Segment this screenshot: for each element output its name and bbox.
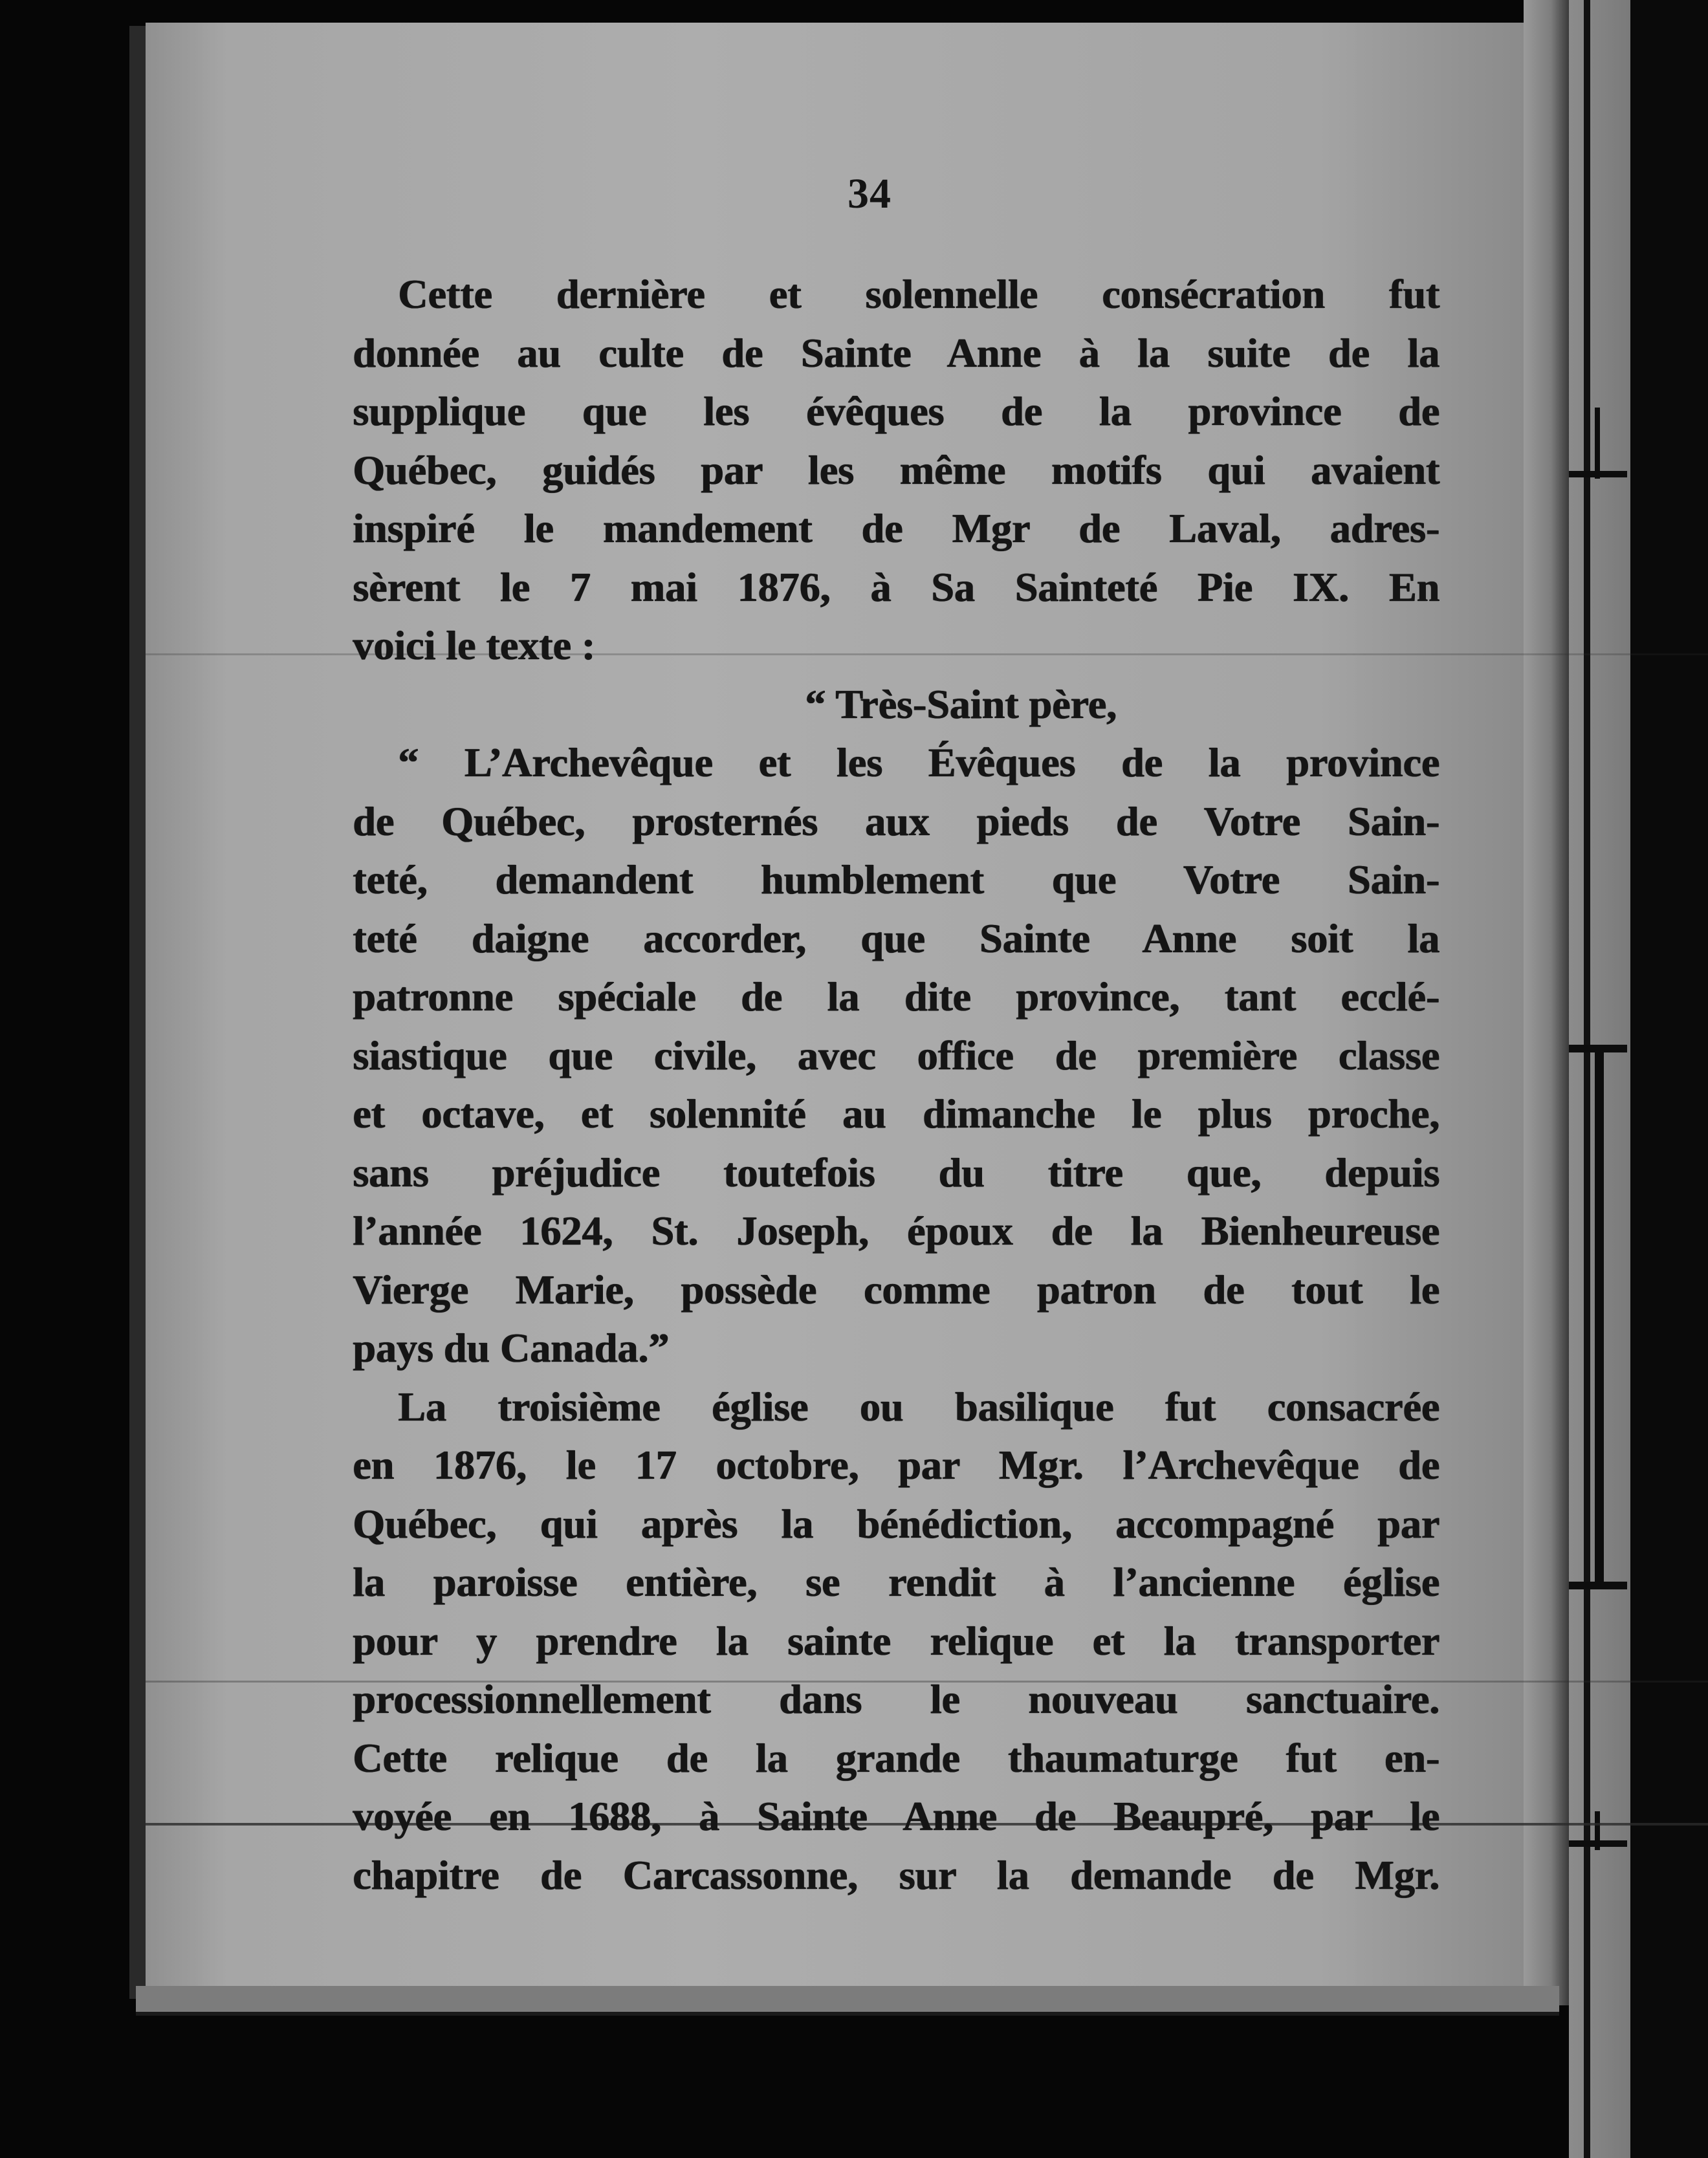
text-line: Cette relique de la grande thaumaturge fut en-	[353, 1734, 1440, 1781]
page-fold-edge	[1524, 0, 1569, 2005]
text-line: sans préjudice toutefois du titre que, depuis	[353, 1149, 1440, 1195]
text-line: “ L’Archevêque et les Évêques de la province	[398, 739, 1440, 785]
text-line: voici le texte :	[353, 622, 595, 668]
text-line: La troisième église ou basilique fut consacrée	[398, 1383, 1440, 1430]
text-line: chapitre de Carcassonne, sur la demande de Mgr.	[353, 1851, 1440, 1898]
text-line: voyée en 1688, à Sainte Anne de Beaupré, par le	[353, 1793, 1440, 1839]
binding-stitch	[1569, 471, 1627, 477]
body-text	[353, 265, 1440, 1904]
page-number: 34	[848, 170, 892, 217]
binding-stitch	[1569, 1582, 1627, 1589]
text-line: donnée au culte de Sainte Anne à la suite de la	[353, 329, 1440, 376]
binding-stitch	[1595, 1048, 1604, 1585]
text-line: Cette dernière et solennelle consécration fut	[398, 271, 1440, 317]
text-line: pour y prendre la sainte relique et la transporter	[353, 1617, 1440, 1664]
text-line: sèrent le 7 mai 1876, à Sa Sainteté Pie IX. En	[353, 563, 1440, 610]
text-line: pays du Canada.”	[353, 1325, 670, 1371]
text-line: “ Très-Saint père,	[805, 681, 1117, 727]
text-line: Québec, qui après la bénédiction, accompagné par	[353, 1500, 1440, 1547]
text-line: inspiré le mandement de Mgr de Laval, adres-	[353, 505, 1440, 551]
film-border	[1630, 0, 1708, 2158]
text-line: Québec, guidés par les même motifs qui avaient	[353, 446, 1440, 493]
page-bottom-edge	[136, 1986, 1559, 2016]
gutter-line	[1584, 0, 1590, 2158]
text-line: l’année 1624, St. Joseph, époux de la Bienheureuse	[353, 1208, 1440, 1254]
binding-stitch	[1569, 1840, 1627, 1847]
binding-stitch	[1595, 408, 1600, 479]
text-line: de Québec, prosternés aux pieds de Votre Sain-	[353, 798, 1440, 844]
text-line: Vierge Marie, possède comme patron de tout le	[353, 1266, 1440, 1313]
text-line: supplique que les évêques de la province de	[353, 388, 1440, 434]
text-line: patronne spéciale de la dite province, tant ecclé-	[353, 974, 1440, 1019]
text-line: siastique que civile, avec office de première classe	[353, 1032, 1440, 1078]
text-line: teté, demandent humblement que Votre Sain-	[353, 856, 1440, 902]
text-line: processionnellement dans le nouveau sanctuaire.	[353, 1676, 1440, 1722]
text-line: teté daigne accorder, que Sainte Anne soit la	[353, 915, 1440, 961]
text-line: en 1876, le 17 octobre, par Mgr. l’Archevêque de	[353, 1442, 1440, 1488]
text-line: la paroisse entière, se rendit à l’ancienne église	[353, 1559, 1440, 1605]
text-line: et octave, et solennité au dimanche le plus proche,	[353, 1091, 1440, 1137]
